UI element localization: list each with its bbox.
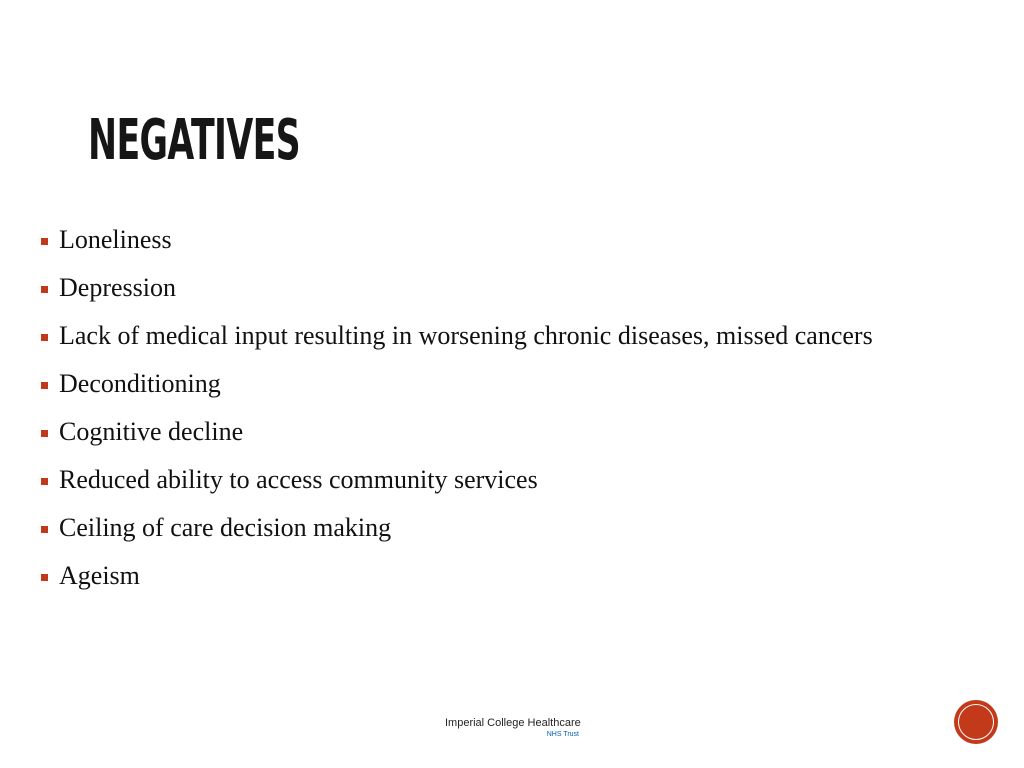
bullet-text: Loneliness [59,225,172,254]
square-bullet-icon [41,238,48,245]
bullet-list [38,225,988,609]
square-bullet-icon [41,574,48,581]
bullet-item [38,417,988,447]
bullet-item [38,321,988,351]
square-bullet-icon [41,430,48,437]
square-bullet-icon [41,478,48,485]
circle-ring-icon [958,704,994,740]
bullet-item [38,513,988,543]
bullet-item [38,273,988,303]
square-bullet-icon [41,526,48,533]
logo-trust: NHS Trust [546,731,579,738]
bullet-text: Depression [59,273,176,302]
bullet-text: Deconditioning [59,369,221,398]
bullet-item [38,369,988,399]
footer-logo [445,717,579,739]
bullet-text: Ageism [59,561,140,590]
square-bullet-icon [41,382,48,389]
bullet-text: Cognitive decline [59,417,244,446]
bullet-item [38,465,988,495]
bullet-item [38,561,988,591]
square-bullet-icon [41,334,48,341]
bullet-text: Lack of medical input resulting in worsening chronic diseases, missed cancers [59,321,873,350]
bullet-item [38,225,988,255]
bullet-text: Reduced ability to access community services [59,465,538,494]
slide-title: NEGATIVES [88,108,301,173]
bullet-text: Ceiling of care decision making [59,513,392,542]
square-bullet-icon [41,286,48,293]
logo-name: Imperial College Healthcare [445,717,581,729]
slide-nav-circle-button[interactable] [954,700,998,744]
